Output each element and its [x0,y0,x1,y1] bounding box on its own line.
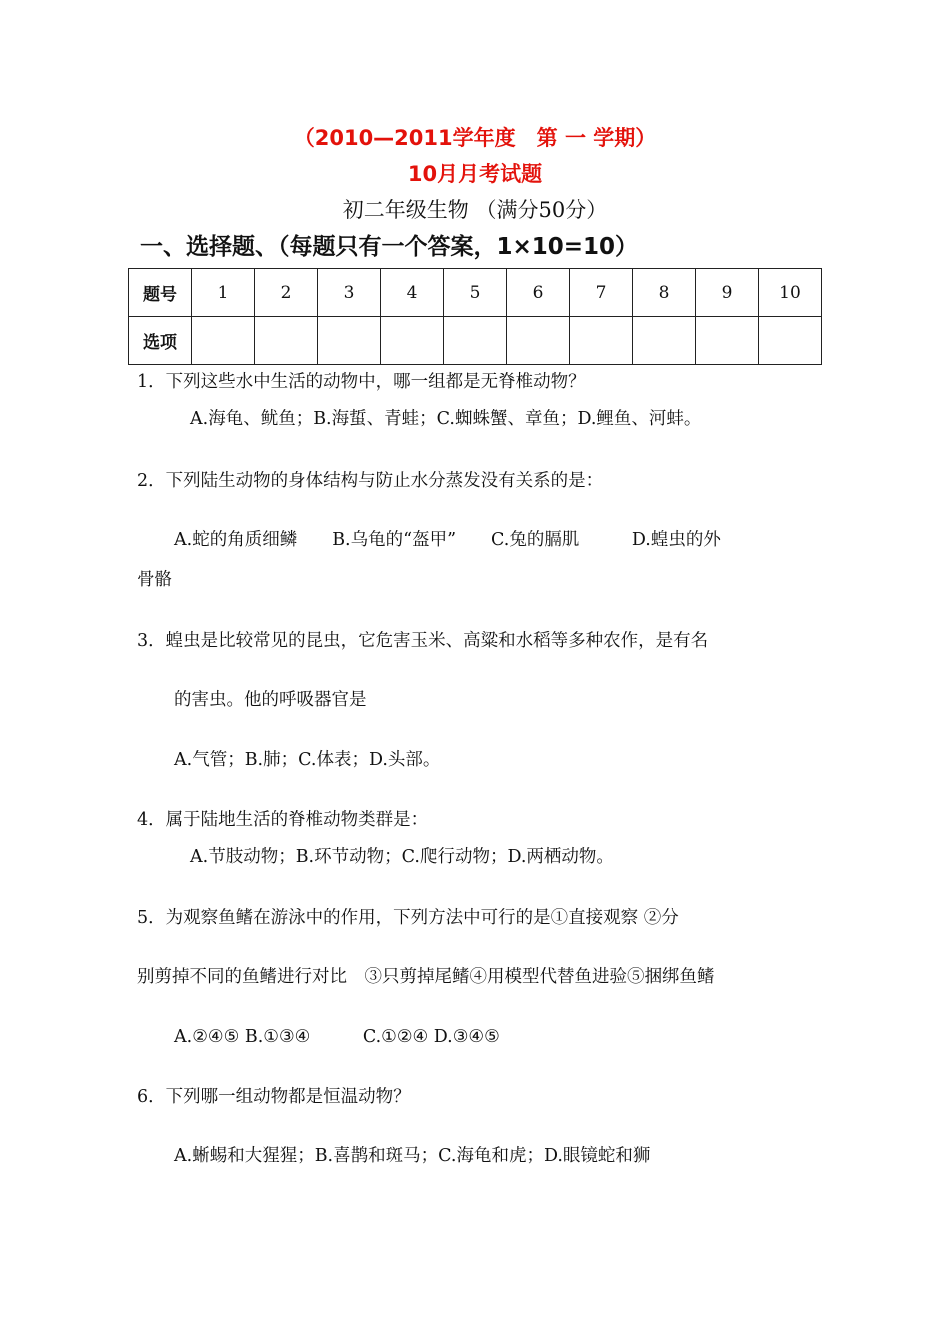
question-number-cell: 3 [318,269,381,317]
question-3-stem: 3．蝗虫是比较常见的昆虫，它危害玉米、高粱和水稻等多种农作，是有名 [137,631,709,651]
question-6-options: A.蜥蜴和大猩猩；B.喜鹊和斑马；C.海龟和虎；D.眼镜蛇和狮 [174,1146,651,1166]
answer-cell[interactable] [192,317,255,365]
exam-title: 10月月考试题 [407,162,543,186]
question-1-stem: 1．下列这些水中生活的动物中，哪一组都是无脊椎动物？ [137,372,586,392]
question-4-stem: 4．属于陆地生活的脊椎动物类群是： [137,810,429,830]
question-3-stem-cont: 的害虫。他的呼吸器官是 [174,690,367,710]
answer-cell[interactable] [381,317,444,365]
question-3-options: A.气管；B.肺；C.体表；D.头部。 [174,750,441,770]
question-number-cell: 2 [255,269,318,317]
question-1-options: A.海龟、鱿鱼；B.海蜇、青蛙；C.蜘蛛蟹、章鱼；D.鲤鱼、河蚌。 [190,409,702,429]
question-6-stem: 6．下列哪一组动物都是恒温动物？ [137,1087,411,1107]
question-2-stem: 2．下列陆生动物的身体结构与防止水分蒸发没有关系的是： [137,471,604,491]
question-2-options-cont: 骨骼 [137,570,172,590]
answer-cell[interactable] [759,317,822,365]
question-number-cell: 1 [192,269,255,317]
question-number-cell: 6 [507,269,570,317]
answer-table-number-row [129,269,822,317]
question-number-cell: 4 [381,269,444,317]
question-4-options: A.节肢动物；B.环节动物；C.爬行动物；D.两栖动物。 [190,847,614,867]
question-number-header: 题号 [129,269,192,317]
answer-table [128,268,822,365]
exam-subtitle: 初二年级生物 （满分50分） [342,198,608,222]
answer-cell[interactable] [318,317,381,365]
answer-table-option-row [129,317,822,365]
question-number-cell: 8 [633,269,696,317]
answer-cell[interactable] [444,317,507,365]
answer-cell[interactable] [633,317,696,365]
section-title: 一、选择题、（每题只有一个答案，1×10=10） [140,234,639,260]
answer-cell[interactable] [255,317,318,365]
question-2-options: A.蛇的角质细鳞 B.乌龟的“盔甲” C.兔的膈肌 D.蝗虫的外 [174,530,721,550]
answer-cell[interactable] [507,317,570,365]
exam-year-term: （2010—2011学年度 第 一 学期） [293,126,657,150]
answer-cell[interactable] [696,317,759,365]
question-number-cell: 10 [759,269,822,317]
question-number-cell: 5 [444,269,507,317]
answer-option-header: 选项 [129,317,192,365]
question-5-stem-cont: 别剪掉不同的鱼鳍进行对比 ③只剪掉尾鳍④用模型代替鱼进验⑤捆绑鱼鳍 [137,967,715,987]
answer-cell[interactable] [570,317,633,365]
question-5-options: A.②④⑤ B.①③④ C.①②④ D.③④⑤ [174,1027,500,1047]
question-5-stem: 5．为观察鱼鳍在游泳中的作用，下列方法中可行的是①直接观察 ②分 [137,908,679,928]
question-number-cell: 7 [570,269,633,317]
question-number-cell: 9 [696,269,759,317]
